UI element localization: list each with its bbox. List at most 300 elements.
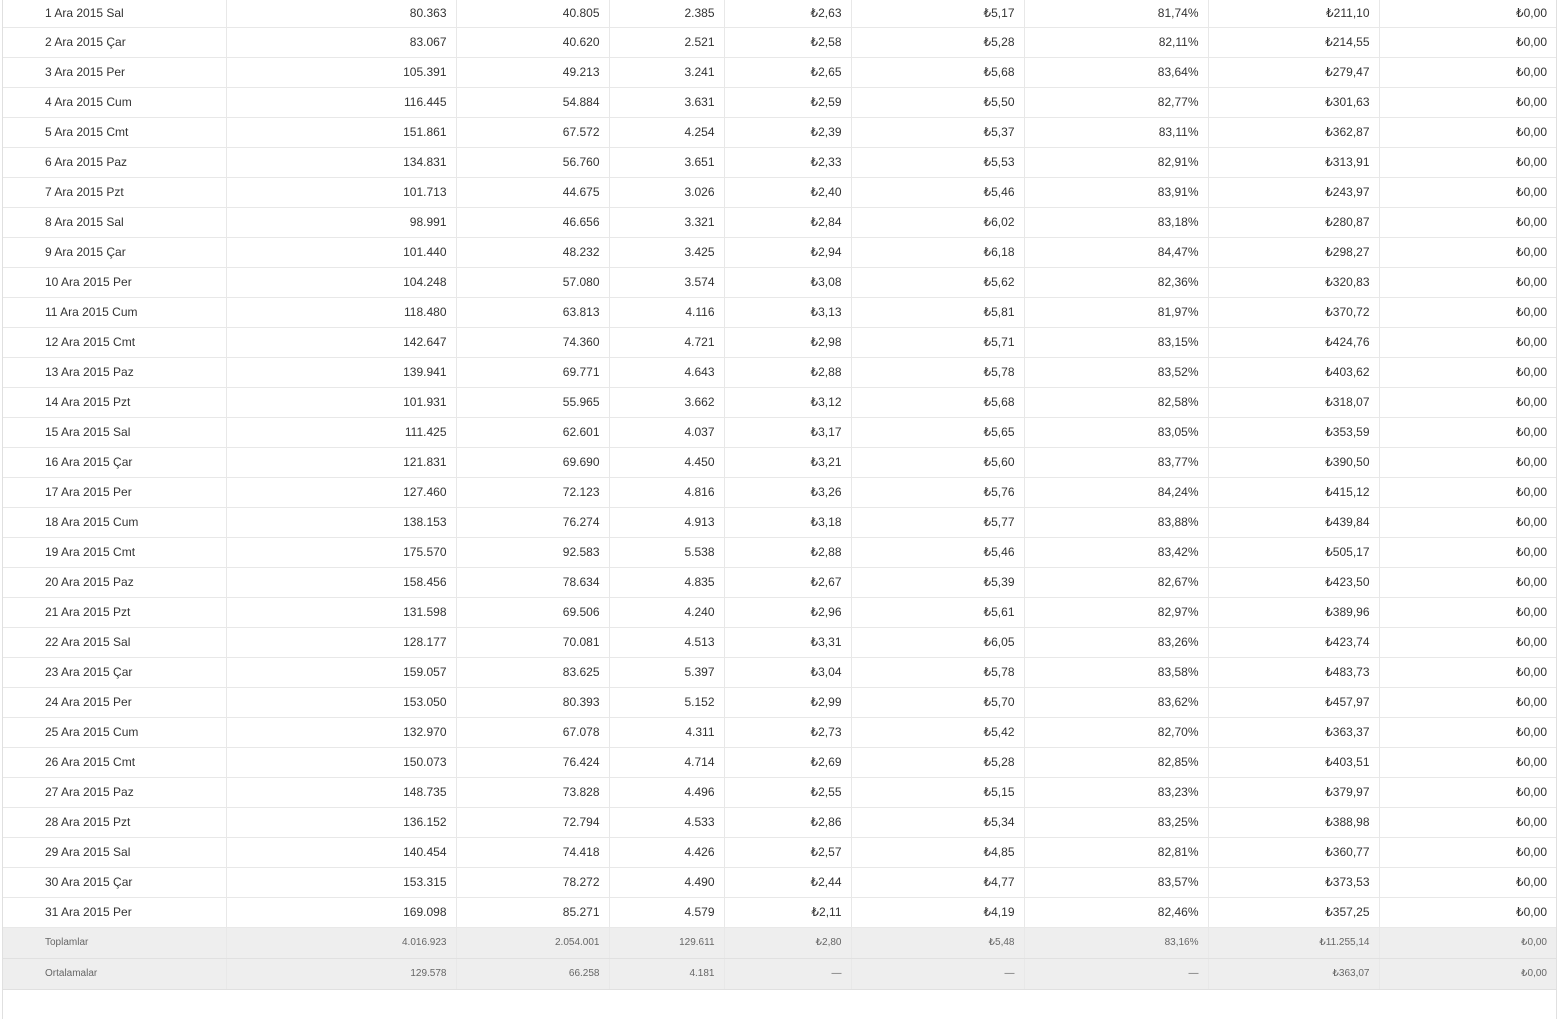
value-cell: 83,42% (1024, 537, 1208, 567)
date-cell: 31 Ara 2015 Per (3, 897, 226, 927)
value-cell: ₺2,44 (724, 867, 851, 897)
value-cell: 57.080 (456, 267, 609, 297)
value-cell: 4.816 (609, 477, 724, 507)
averages-cell: — (1024, 958, 1208, 989)
date-cell: 4 Ara 2015 Cum (3, 87, 226, 117)
date-cell: 2 Ara 2015 Çar (3, 27, 226, 57)
table-row (3, 507, 1556, 537)
value-cell: ₺0,00 (1379, 477, 1556, 507)
table-row (3, 417, 1556, 447)
value-cell: 4.579 (609, 897, 724, 927)
averages-label: Ortalamalar (3, 958, 226, 989)
value-cell: 4.254 (609, 117, 724, 147)
value-cell: 3.425 (609, 237, 724, 267)
value-cell: 83,77% (1024, 447, 1208, 477)
value-cell: 83,64% (1024, 57, 1208, 87)
value-cell: 4.037 (609, 417, 724, 447)
value-cell: ₺0,00 (1379, 327, 1556, 357)
value-cell: ₺2,55 (724, 777, 851, 807)
value-cell: 3.651 (609, 147, 724, 177)
value-cell: ₺2,65 (724, 57, 851, 87)
value-cell: ₺2,11 (724, 897, 851, 927)
value-cell: 83.625 (456, 657, 609, 687)
value-cell: ₺370,72 (1208, 297, 1379, 327)
value-cell: ₺2,57 (724, 837, 851, 867)
date-cell: 15 Ara 2015 Sal (3, 417, 226, 447)
table-row (3, 297, 1556, 327)
value-cell: 136.152 (226, 807, 456, 837)
date-cell: 28 Ara 2015 Pzt (3, 807, 226, 837)
value-cell: 101.931 (226, 387, 456, 417)
value-cell: 82,46% (1024, 897, 1208, 927)
value-cell: ₺5,78 (851, 657, 1024, 687)
value-cell: 40.805 (456, 0, 609, 27)
value-cell: 127.460 (226, 477, 456, 507)
date-cell: 26 Ara 2015 Cmt (3, 747, 226, 777)
value-cell: 140.454 (226, 837, 456, 867)
value-cell: ₺0,00 (1379, 387, 1556, 417)
value-cell: 101.440 (226, 237, 456, 267)
value-cell: ₺0,00 (1379, 417, 1556, 447)
value-cell: 55.965 (456, 387, 609, 417)
table-row (3, 897, 1556, 927)
value-cell: ₺5,70 (851, 687, 1024, 717)
value-cell: 82,85% (1024, 747, 1208, 777)
value-cell: 3.631 (609, 87, 724, 117)
value-cell: 83,91% (1024, 177, 1208, 207)
date-cell: 19 Ara 2015 Cmt (3, 537, 226, 567)
value-cell: 81,74% (1024, 0, 1208, 27)
value-cell: ₺2,33 (724, 147, 851, 177)
value-cell: 82,77% (1024, 87, 1208, 117)
value-cell: 46.656 (456, 207, 609, 237)
date-cell: 29 Ara 2015 Sal (3, 837, 226, 867)
value-cell: 142.647 (226, 327, 456, 357)
value-cell: ₺439,84 (1208, 507, 1379, 537)
value-cell: ₺5,34 (851, 807, 1024, 837)
value-cell: ₺424,76 (1208, 327, 1379, 357)
date-cell: 3 Ara 2015 Per (3, 57, 226, 87)
value-cell: ₺388,98 (1208, 807, 1379, 837)
value-cell: 40.620 (456, 27, 609, 57)
table-row (3, 237, 1556, 267)
value-cell: 83,88% (1024, 507, 1208, 537)
table-row (3, 597, 1556, 627)
table-row (3, 327, 1556, 357)
value-cell: ₺415,12 (1208, 477, 1379, 507)
value-cell: ₺3,17 (724, 417, 851, 447)
value-cell: ₺0,00 (1379, 177, 1556, 207)
value-cell: ₺6,18 (851, 237, 1024, 267)
date-cell: 22 Ara 2015 Sal (3, 627, 226, 657)
value-cell: ₺505,17 (1208, 537, 1379, 567)
table-row (3, 27, 1556, 57)
value-cell: 4.513 (609, 627, 724, 657)
value-cell: ₺2,94 (724, 237, 851, 267)
value-cell: 74.360 (456, 327, 609, 357)
value-cell: ₺5,71 (851, 327, 1024, 357)
value-cell: 4.913 (609, 507, 724, 537)
table-row (3, 147, 1556, 177)
totals-cell: 2.054.001 (456, 927, 609, 958)
value-cell: ₺353,59 (1208, 417, 1379, 447)
value-cell: ₺0,00 (1379, 807, 1556, 837)
value-cell: 63.813 (456, 297, 609, 327)
value-cell: ₺298,27 (1208, 237, 1379, 267)
date-cell: 12 Ara 2015 Cmt (3, 327, 226, 357)
value-cell: 83,23% (1024, 777, 1208, 807)
value-cell: 76.274 (456, 507, 609, 537)
value-cell: ₺5,28 (851, 27, 1024, 57)
totals-cell: ₺5,48 (851, 927, 1024, 958)
value-cell: ₺360,77 (1208, 837, 1379, 867)
value-cell: 82,97% (1024, 597, 1208, 627)
value-cell: ₺5,76 (851, 477, 1024, 507)
value-cell: 153.315 (226, 867, 456, 897)
date-cell: 17 Ara 2015 Per (3, 477, 226, 507)
table-row (3, 657, 1556, 687)
value-cell: 4.496 (609, 777, 724, 807)
value-cell: 44.675 (456, 177, 609, 207)
value-cell: 4.533 (609, 807, 724, 837)
value-cell: ₺3,13 (724, 297, 851, 327)
value-cell: ₺5,61 (851, 597, 1024, 627)
value-cell: ₺5,53 (851, 147, 1024, 177)
value-cell: ₺457,97 (1208, 687, 1379, 717)
value-cell: ₺0,00 (1379, 777, 1556, 807)
table-row (3, 687, 1556, 717)
table-row (3, 807, 1556, 837)
date-cell: 5 Ara 2015 Cmt (3, 117, 226, 147)
table-row (3, 567, 1556, 597)
value-cell: 4.643 (609, 357, 724, 387)
value-cell: 150.073 (226, 747, 456, 777)
value-cell: 83,15% (1024, 327, 1208, 357)
value-cell: 83,11% (1024, 117, 1208, 147)
value-cell: ₺5,46 (851, 537, 1024, 567)
value-cell: ₺0,00 (1379, 267, 1556, 297)
averages-cell: 66.258 (456, 958, 609, 989)
value-cell: ₺403,62 (1208, 357, 1379, 387)
date-cell: 21 Ara 2015 Pzt (3, 597, 226, 627)
value-cell: 80.363 (226, 0, 456, 27)
value-cell: 76.424 (456, 747, 609, 777)
value-cell: 56.760 (456, 147, 609, 177)
value-cell: 4.721 (609, 327, 724, 357)
value-cell: ₺4,19 (851, 897, 1024, 927)
value-cell: 70.081 (456, 627, 609, 657)
value-cell: 69.690 (456, 447, 609, 477)
value-cell: ₺0,00 (1379, 57, 1556, 87)
table-row (3, 447, 1556, 477)
value-cell: 5.152 (609, 687, 724, 717)
table-row (3, 0, 1556, 27)
value-cell: ₺2,58 (724, 27, 851, 57)
value-cell: ₺243,97 (1208, 177, 1379, 207)
date-cell: 13 Ara 2015 Paz (3, 357, 226, 387)
value-cell: ₺2,69 (724, 747, 851, 777)
value-cell: ₺483,73 (1208, 657, 1379, 687)
value-cell: 138.153 (226, 507, 456, 537)
value-cell: ₺0,00 (1379, 747, 1556, 777)
value-cell: 3.574 (609, 267, 724, 297)
value-cell: 82,11% (1024, 27, 1208, 57)
value-cell: ₺2,59 (724, 87, 851, 117)
value-cell: ₺5,50 (851, 87, 1024, 117)
date-cell: 11 Ara 2015 Cum (3, 297, 226, 327)
value-cell: 83,25% (1024, 807, 1208, 837)
value-cell: 83,58% (1024, 657, 1208, 687)
value-cell: ₺2,96 (724, 597, 851, 627)
value-cell: ₺280,87 (1208, 207, 1379, 237)
value-cell: 83,57% (1024, 867, 1208, 897)
value-cell: ₺0,00 (1379, 897, 1556, 927)
value-cell: 104.248 (226, 267, 456, 297)
value-cell: ₺211,10 (1208, 0, 1379, 27)
value-cell: 128.177 (226, 627, 456, 657)
value-cell: 83,62% (1024, 687, 1208, 717)
value-cell: ₺2,98 (724, 327, 851, 357)
value-cell: 83,52% (1024, 357, 1208, 387)
value-cell: 4.714 (609, 747, 724, 777)
value-cell: 84,47% (1024, 237, 1208, 267)
value-cell: 153.050 (226, 687, 456, 717)
value-cell: 67.572 (456, 117, 609, 147)
value-cell: ₺0,00 (1379, 867, 1556, 897)
value-cell: ₺2,40 (724, 177, 851, 207)
value-cell: ₺0,00 (1379, 0, 1556, 27)
averages-cell: 4.181 (609, 958, 724, 989)
value-cell: 82,81% (1024, 837, 1208, 867)
value-cell: 82,70% (1024, 717, 1208, 747)
table-row (3, 387, 1556, 417)
table-row (3, 357, 1556, 387)
table-row (3, 57, 1556, 87)
value-cell: ₺357,25 (1208, 897, 1379, 927)
date-cell: 30 Ara 2015 Çar (3, 867, 226, 897)
value-cell: 48.232 (456, 237, 609, 267)
value-cell: ₺214,55 (1208, 27, 1379, 57)
value-cell: ₺2,88 (724, 357, 851, 387)
value-cell: 82,36% (1024, 267, 1208, 297)
value-cell: 69.771 (456, 357, 609, 387)
date-cell: 9 Ara 2015 Çar (3, 237, 226, 267)
value-cell: 121.831 (226, 447, 456, 477)
value-cell: 49.213 (456, 57, 609, 87)
value-cell: 4.450 (609, 447, 724, 477)
date-cell: 8 Ara 2015 Sal (3, 207, 226, 237)
date-cell: 16 Ara 2015 Çar (3, 447, 226, 477)
table-row (3, 627, 1556, 657)
value-cell: ₺5,37 (851, 117, 1024, 147)
value-cell: ₺4,85 (851, 837, 1024, 867)
value-cell: 3.662 (609, 387, 724, 417)
averages-cell: ₺0,00 (1379, 958, 1556, 989)
value-cell: 4.490 (609, 867, 724, 897)
value-cell: ₺6,02 (851, 207, 1024, 237)
value-cell: ₺0,00 (1379, 207, 1556, 237)
value-cell: ₺389,96 (1208, 597, 1379, 627)
value-cell: 131.598 (226, 597, 456, 627)
value-cell: 5.538 (609, 537, 724, 567)
value-cell: ₺423,50 (1208, 567, 1379, 597)
value-cell: ₺301,63 (1208, 87, 1379, 117)
table-summary (3, 927, 1556, 989)
value-cell: 98.991 (226, 207, 456, 237)
value-cell: 85.271 (456, 897, 609, 927)
value-cell: 4.240 (609, 597, 724, 627)
value-cell: 169.098 (226, 897, 456, 927)
value-cell: 74.418 (456, 837, 609, 867)
averages-cell: ₺363,07 (1208, 958, 1379, 989)
value-cell: ₺5,68 (851, 387, 1024, 417)
date-cell: 18 Ara 2015 Cum (3, 507, 226, 537)
value-cell: 69.506 (456, 597, 609, 627)
table-row (3, 537, 1556, 567)
totals-row (3, 927, 1556, 958)
value-cell: ₺403,51 (1208, 747, 1379, 777)
table-row (3, 177, 1556, 207)
value-cell: ₺0,00 (1379, 627, 1556, 657)
totals-cell: 83,16% (1024, 927, 1208, 958)
value-cell: ₺4,77 (851, 867, 1024, 897)
value-cell: ₺2,88 (724, 537, 851, 567)
value-cell: ₺5,68 (851, 57, 1024, 87)
value-cell: ₺0,00 (1379, 597, 1556, 627)
totals-cell: 129.611 (609, 927, 724, 958)
value-cell: ₺318,07 (1208, 387, 1379, 417)
value-cell: ₺2,63 (724, 0, 851, 27)
table-row (3, 477, 1556, 507)
table-row (3, 717, 1556, 747)
totals-cell: ₺0,00 (1379, 927, 1556, 958)
value-cell: 82,91% (1024, 147, 1208, 177)
table-row (3, 207, 1556, 237)
value-cell: 151.861 (226, 117, 456, 147)
value-cell: 62.601 (456, 417, 609, 447)
value-cell: ₺390,50 (1208, 447, 1379, 477)
value-cell: 105.391 (226, 57, 456, 87)
value-cell: 134.831 (226, 147, 456, 177)
averages-row (3, 958, 1556, 989)
value-cell: 78.634 (456, 567, 609, 597)
value-cell: 2.385 (609, 0, 724, 27)
value-cell: ₺0,00 (1379, 537, 1556, 567)
value-cell: ₺3,26 (724, 477, 851, 507)
table-body (3, 0, 1556, 927)
value-cell: ₺0,00 (1379, 717, 1556, 747)
value-cell: 82,67% (1024, 567, 1208, 597)
value-cell: 4.835 (609, 567, 724, 597)
value-cell: 82,58% (1024, 387, 1208, 417)
value-cell: ₺0,00 (1379, 567, 1556, 597)
value-cell: ₺2,39 (724, 117, 851, 147)
value-cell: ₺3,18 (724, 507, 851, 537)
value-cell: ₺0,00 (1379, 837, 1556, 867)
value-cell: ₺0,00 (1379, 237, 1556, 267)
value-cell: 5.397 (609, 657, 724, 687)
value-cell: ₺0,00 (1379, 507, 1556, 537)
value-cell: ₺362,87 (1208, 117, 1379, 147)
value-cell: 54.884 (456, 87, 609, 117)
value-cell: ₺5,62 (851, 267, 1024, 297)
value-cell: ₺2,99 (724, 687, 851, 717)
value-cell: 81,97% (1024, 297, 1208, 327)
value-cell: ₺5,28 (851, 747, 1024, 777)
value-cell: ₺5,17 (851, 0, 1024, 27)
value-cell: ₺0,00 (1379, 147, 1556, 177)
value-cell: 4.311 (609, 717, 724, 747)
totals-cell: ₺11.255,14 (1208, 927, 1379, 958)
value-cell: ₺5,39 (851, 567, 1024, 597)
value-cell: 159.057 (226, 657, 456, 687)
value-cell: ₺2,67 (724, 567, 851, 597)
totals-cell: ₺2,80 (724, 927, 851, 958)
date-cell: 14 Ara 2015 Pzt (3, 387, 226, 417)
date-cell: 1 Ara 2015 Sal (3, 0, 226, 27)
table-row (3, 117, 1556, 147)
value-cell: 83,18% (1024, 207, 1208, 237)
value-cell: 3.026 (609, 177, 724, 207)
value-cell: 3.321 (609, 207, 724, 237)
table-row (3, 867, 1556, 897)
value-cell: 73.828 (456, 777, 609, 807)
table-row (3, 837, 1556, 867)
date-cell: 6 Ara 2015 Paz (3, 147, 226, 177)
value-cell: 92.583 (456, 537, 609, 567)
averages-cell: — (851, 958, 1024, 989)
value-cell: ₺5,81 (851, 297, 1024, 327)
date-cell: 20 Ara 2015 Paz (3, 567, 226, 597)
value-cell: ₺0,00 (1379, 117, 1556, 147)
value-cell: 78.272 (456, 867, 609, 897)
value-cell: 118.480 (226, 297, 456, 327)
table-row (3, 267, 1556, 297)
value-cell: ₺3,21 (724, 447, 851, 477)
value-cell: 4.426 (609, 837, 724, 867)
report-table-panel (2, 0, 1557, 1019)
value-cell: ₺0,00 (1379, 297, 1556, 327)
value-cell: 116.445 (226, 87, 456, 117)
value-cell: 84,24% (1024, 477, 1208, 507)
value-cell: 2.521 (609, 27, 724, 57)
value-cell: 80.393 (456, 687, 609, 717)
value-cell: ₺0,00 (1379, 447, 1556, 477)
value-cell: 148.735 (226, 777, 456, 807)
value-cell: 175.570 (226, 537, 456, 567)
date-cell: 10 Ara 2015 Per (3, 267, 226, 297)
value-cell: 132.970 (226, 717, 456, 747)
date-cell: 25 Ara 2015 Cum (3, 717, 226, 747)
value-cell: ₺0,00 (1379, 687, 1556, 717)
date-cell: 27 Ara 2015 Paz (3, 777, 226, 807)
value-cell: 67.078 (456, 717, 609, 747)
value-cell: ₺0,00 (1379, 357, 1556, 387)
value-cell: ₺5,46 (851, 177, 1024, 207)
value-cell: 4.116 (609, 297, 724, 327)
value-cell: ₺5,15 (851, 777, 1024, 807)
value-cell: 111.425 (226, 417, 456, 447)
table-row (3, 777, 1556, 807)
averages-cell: 129.578 (226, 958, 456, 989)
value-cell: ₺3,08 (724, 267, 851, 297)
averages-cell: — (724, 958, 851, 989)
date-cell: 23 Ara 2015 Çar (3, 657, 226, 687)
value-cell: ₺5,78 (851, 357, 1024, 387)
value-cell: ₺5,60 (851, 447, 1024, 477)
value-cell: ₺5,42 (851, 717, 1024, 747)
date-cell: 7 Ara 2015 Pzt (3, 177, 226, 207)
